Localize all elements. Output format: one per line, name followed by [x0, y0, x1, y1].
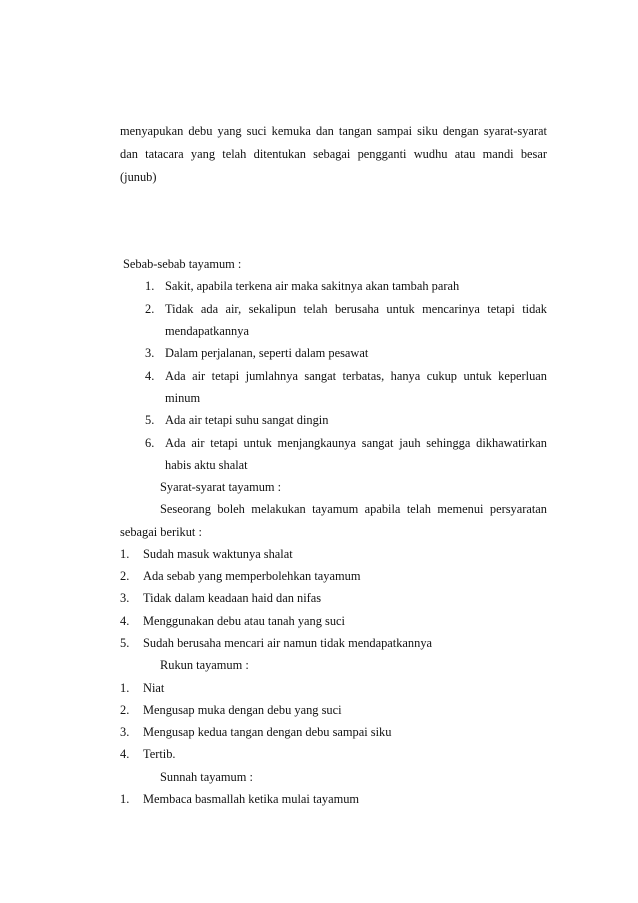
syarat-item-5-number: 5. [120, 636, 130, 650]
sebab-item-2-text-cont: mendapatkannya [165, 324, 249, 338]
sebab-item-1-text: Sakit, apabila terkena air maka sakitnya akan tambah parah [165, 279, 460, 293]
syarat-item-5-text: Sudah berusaha mencari air namun tidak mendapatkannya [143, 636, 433, 650]
sebab-item-5-number: 5. [145, 413, 155, 427]
sebab-item-6-number: 6. [145, 436, 155, 450]
sebab-item-4-text-cont: minum [165, 391, 201, 405]
syarat-item-3-number: 3. [120, 591, 130, 605]
syarat-item-2-text: Ada sebab yang memperbolehkan tayamum [143, 569, 361, 583]
sebab-item-4-number: 4. [145, 369, 155, 383]
syarat-paragraph-line-2: sebagai berikut : [120, 525, 202, 539]
rukun-item-1-text: Niat [143, 681, 165, 695]
rukun-item-2-number: 2. [120, 703, 130, 717]
sebab-item-5-text: Ada air tetapi suhu sangat dingin [165, 413, 329, 427]
syarat-item-1-number: 1. [120, 547, 130, 561]
rukun-item-3-text: Mengusap kedua tangan dengan debu sampai siku [143, 725, 392, 739]
sebab-item-6-text: Ada air tetapi untuk menjangkaunya sangat jauh sehingga dikhawatirkan [165, 436, 547, 450]
syarat-item-2-number: 2. [120, 569, 130, 583]
intro-line-1: menyapukan debu yang suci kemuka dan tangan sampai siku dengan syarat-syarat [120, 124, 547, 138]
sebab-item-3-number: 3. [145, 346, 155, 360]
sebab-item-3-text: Dalam perjalanan, seperti dalam pesawat [165, 346, 369, 360]
sebab-item-2-text: Tidak ada air, sekalipun telah berusaha untuk mencarinya tetapi tidak [165, 302, 547, 316]
sebab-heading: Sebab-sebab tayamum : [123, 257, 242, 271]
rukun-item-3-number: 3. [120, 725, 130, 739]
sunnah-item-1-text: Membaca basmallah ketika mulai tayamum [143, 792, 360, 806]
sunnah-item-1-number: 1. [120, 792, 130, 806]
rukun-item-1-number: 1. [120, 681, 130, 695]
syarat-paragraph-line-1: Seseorang boleh melakukan tayamum apabila telah memenui persyaratan [160, 502, 547, 516]
sebab-item-4-text: Ada air tetapi jumlahnya sangat terbatas, hanya cukup untuk keperluan [165, 369, 547, 383]
syarat-item-4-number: 4. [120, 614, 130, 628]
rukun-heading: Rukun tayamum : [160, 658, 249, 672]
rukun-item-2-text: Mengusap muka dengan debu yang suci [143, 703, 342, 717]
intro-line-2: dan tatacara yang telah ditentukan sebagai pengganti wudhu atau mandi besar [120, 147, 547, 161]
rukun-item-4-text: Tertib. [143, 747, 176, 761]
intro-line-3: (junub) [120, 170, 157, 184]
sebab-item-1-number: 1. [145, 279, 155, 293]
syarat-heading: Syarat-syarat tayamum : [160, 480, 282, 494]
rukun-item-4-number: 4. [120, 747, 130, 761]
sebab-item-2-number: 2. [145, 302, 155, 316]
syarat-item-4-text: Menggunakan debu atau tanah yang suci [143, 614, 345, 628]
sebab-item-6-text-cont: habis aktu shalat [165, 458, 248, 472]
syarat-item-1-text: Sudah masuk waktunya shalat [143, 547, 293, 561]
sunnah-heading: Sunnah tayamum : [160, 770, 253, 784]
syarat-item-3-text: Tidak dalam keadaan haid dan nifas [143, 591, 322, 605]
